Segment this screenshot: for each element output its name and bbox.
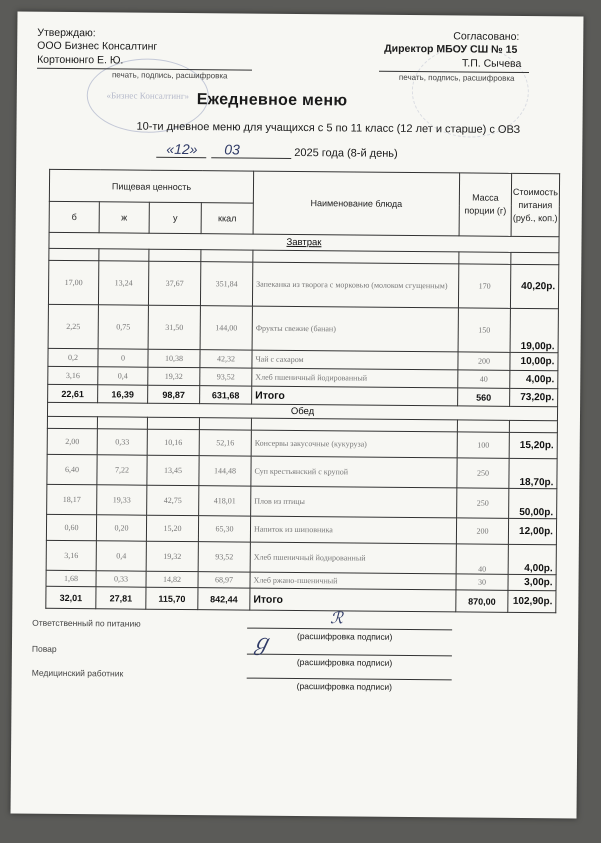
cell-b: 2,00 — [47, 428, 97, 454]
cell-kcal: 52,16 — [199, 430, 251, 456]
lunch-label: Обед — [47, 402, 557, 420]
table-row — [48, 304, 558, 352]
cell-u: 31,50 — [148, 305, 200, 349]
page-title: Ежедневное меню — [196, 91, 348, 110]
nutrition-header: Пищевая ценность — [49, 169, 253, 203]
approve-person: Кортонюнго Е. Ю. — [37, 53, 124, 67]
cell-u: 14,82 — [146, 571, 198, 587]
cell-u: 13,45 — [147, 455, 199, 485]
resp-label: Ответственный по питанию — [32, 617, 141, 629]
cell-zh: 0,33 — [97, 429, 147, 455]
total-cost: 73,20р. — [510, 388, 558, 406]
med-sign-line — [247, 678, 452, 681]
cost-header: Стоимость питания (руб., коп.) — [511, 173, 560, 236]
cell-dish: Консервы закусочные (кукуруза) — [251, 430, 457, 458]
cell-mass: 100 — [457, 432, 509, 458]
cell-u: 10,38 — [148, 349, 200, 367]
total-mass: 870,00 — [456, 590, 508, 612]
table-row — [48, 260, 558, 308]
cell-b: 17,00 — [48, 260, 98, 304]
cell-dish: Хлеб пшеничный йодированный — [250, 542, 456, 574]
total-kcal: 631,68 — [200, 386, 252, 404]
agree-label: Согласовано: — [453, 30, 520, 43]
cell-u: 42,75 — [147, 485, 199, 515]
cell-kcal: 65,30 — [198, 516, 250, 542]
cell-zh: 0 — [98, 349, 148, 367]
cell-dish: Суп крестьянский с крупой — [251, 456, 457, 488]
cell-u: 19,32 — [148, 367, 200, 385]
approve-company: ООО Бизнес Консалтинг — [37, 39, 158, 53]
approve-label: Утверждаю: — [37, 26, 96, 40]
cell-dish: Фрукты свежие (банан) — [252, 306, 458, 352]
cell-u: 37,67 — [148, 261, 200, 305]
cell-zh: 0,33 — [96, 571, 146, 587]
cell-dish: Напиток из шиповника — [250, 516, 456, 544]
cell-mass: 170 — [458, 264, 510, 308]
cell-u: 15,20 — [146, 515, 198, 541]
cell-b: 18,17 — [47, 484, 97, 514]
cell-b: 3,16 — [46, 540, 96, 570]
cell-mass: 30 — [456, 574, 508, 590]
cell-zh: 19,33 — [97, 485, 147, 515]
med-caption: (расшифровка подписи) — [296, 681, 393, 692]
cell-kcal: 144,48 — [199, 456, 251, 486]
cell-cost: 3,00р. — [508, 574, 556, 590]
cell-cost: 18,70р. — [509, 458, 557, 488]
total-label: Итого — [250, 588, 456, 612]
cell-b: 2,25 — [48, 304, 98, 348]
total-kcal: 842,44 — [198, 588, 250, 610]
carbs-header: у — [149, 202, 201, 233]
date-day-line — [156, 157, 206, 158]
kcal-header: ккал — [201, 203, 253, 234]
resp-caption: (расшифровка подписи) — [297, 631, 393, 642]
total-mass: 560 — [458, 388, 510, 406]
date-month: 03 — [224, 141, 240, 158]
agree-position: Директор МБОУ СШ № 15 — [384, 42, 518, 56]
cell-b: 3,16 — [48, 366, 98, 384]
total-zh: 16,39 — [98, 385, 148, 403]
table-row — [47, 454, 557, 488]
cell-cost: 15,20р. — [509, 432, 557, 458]
cell-zh: 13,24 — [98, 261, 148, 305]
cell-kcal: 144,00 — [200, 306, 252, 350]
cell-cost: 40,20р. — [510, 264, 558, 308]
cell-zh: 0,20 — [96, 515, 146, 541]
cell-kcal: 418,01 — [199, 486, 251, 516]
table-header-row — [49, 169, 559, 205]
table-row — [46, 540, 556, 574]
cell-kcal: 68,97 — [198, 572, 250, 588]
stamp-text: «Бизнес Консалтинг» — [106, 90, 190, 102]
handwritten-signature: ℊ — [249, 630, 273, 656]
fat-header: ж — [99, 202, 149, 233]
lunch-total-row — [46, 586, 556, 612]
date-month-line — [211, 157, 291, 159]
dish-header: Наименование блюда — [253, 171, 460, 236]
total-cost: 102,90р. — [508, 590, 556, 612]
cell-b: 1,68 — [46, 570, 96, 586]
cell-b: 0,2 — [48, 348, 98, 366]
cell-u: 19,32 — [146, 541, 198, 571]
total-b: 32,01 — [46, 586, 96, 608]
cell-b: 6,40 — [47, 454, 97, 484]
cell-mass: 40 — [458, 370, 510, 388]
cell-dish: Запеканка из творога с морковью (молоком сгущенным) — [252, 262, 458, 308]
total-u: 98,87 — [148, 385, 200, 403]
cell-kcal: 351,84 — [200, 262, 252, 306]
approve-caption: печать, подпись, расшифровка — [111, 70, 228, 81]
cell-kcal: 93,52 — [198, 542, 250, 572]
breakfast-label: Завтрак — [49, 232, 559, 252]
cell-mass: 250 — [457, 488, 509, 518]
total-zh: 27,81 — [96, 587, 146, 609]
cell-cost: 50,00р. — [509, 488, 557, 518]
mass-header: Масса порции (г) — [459, 173, 512, 236]
agree-person: Т.П. Сычева — [462, 57, 522, 70]
cell-cost: 4,00р. — [510, 370, 558, 388]
cell-mass: 250 — [457, 458, 509, 488]
cell-mass: 150 — [458, 308, 510, 352]
cell-mass: 200 — [458, 352, 510, 370]
cell-u: 10,16 — [147, 429, 199, 455]
cell-kcal: 42,32 — [200, 350, 252, 368]
cell-zh: 7,22 — [97, 455, 147, 485]
cell-cost: 10,00р. — [510, 352, 558, 370]
protein-header: б — [49, 201, 99, 232]
menu-table — [45, 169, 560, 613]
page-subtitle: 10-ти дневное меню для учащихся с 5 по 11 класс (12 лет и старше) с ОВЗ — [136, 120, 521, 136]
cell-b: 0,60 — [46, 514, 96, 540]
total-b: 22,61 — [48, 384, 98, 402]
handwritten-signature: ℛ — [330, 608, 344, 628]
cell-dish: Плов из птицы — [251, 486, 457, 518]
resp-sign-line — [247, 628, 452, 631]
menu-sheet — [11, 12, 584, 819]
date-rest: 2025 года (8-й день) — [294, 146, 398, 160]
cook-sign-line — [247, 654, 452, 657]
cook-caption: (расшифровка подписи) — [296, 657, 393, 668]
cell-dish: Чай с сахаром — [252, 350, 458, 370]
cell-cost: 19,00р. — [510, 308, 558, 352]
cell-cost: 4,00р. — [508, 544, 556, 574]
cell-zh: 0,4 — [98, 367, 148, 385]
total-u: 115,70 — [146, 587, 198, 609]
cell-mass: 200 — [456, 518, 508, 544]
date-day-value: 12 — [174, 140, 190, 158]
date-day: «12» — [166, 140, 198, 158]
cell-dish: Хлеб ржано-пшеничный — [250, 572, 456, 590]
cell-mass: 40 — [456, 544, 508, 574]
cell-zh: 0,75 — [98, 305, 148, 349]
med-label: Медицинский работник — [31, 667, 124, 679]
cell-cost: 12,00р. — [508, 518, 556, 544]
cell-zh: 0,4 — [96, 541, 146, 571]
agree-caption: печать, подпись, расшифровка — [398, 72, 515, 83]
total-label: Итого — [252, 386, 458, 406]
cell-kcal: 93,52 — [200, 368, 252, 386]
table-row — [47, 484, 557, 518]
cell-dish: Хлеб пшеничный йодированный — [252, 368, 458, 388]
cook-label: Повар — [31, 643, 57, 654]
